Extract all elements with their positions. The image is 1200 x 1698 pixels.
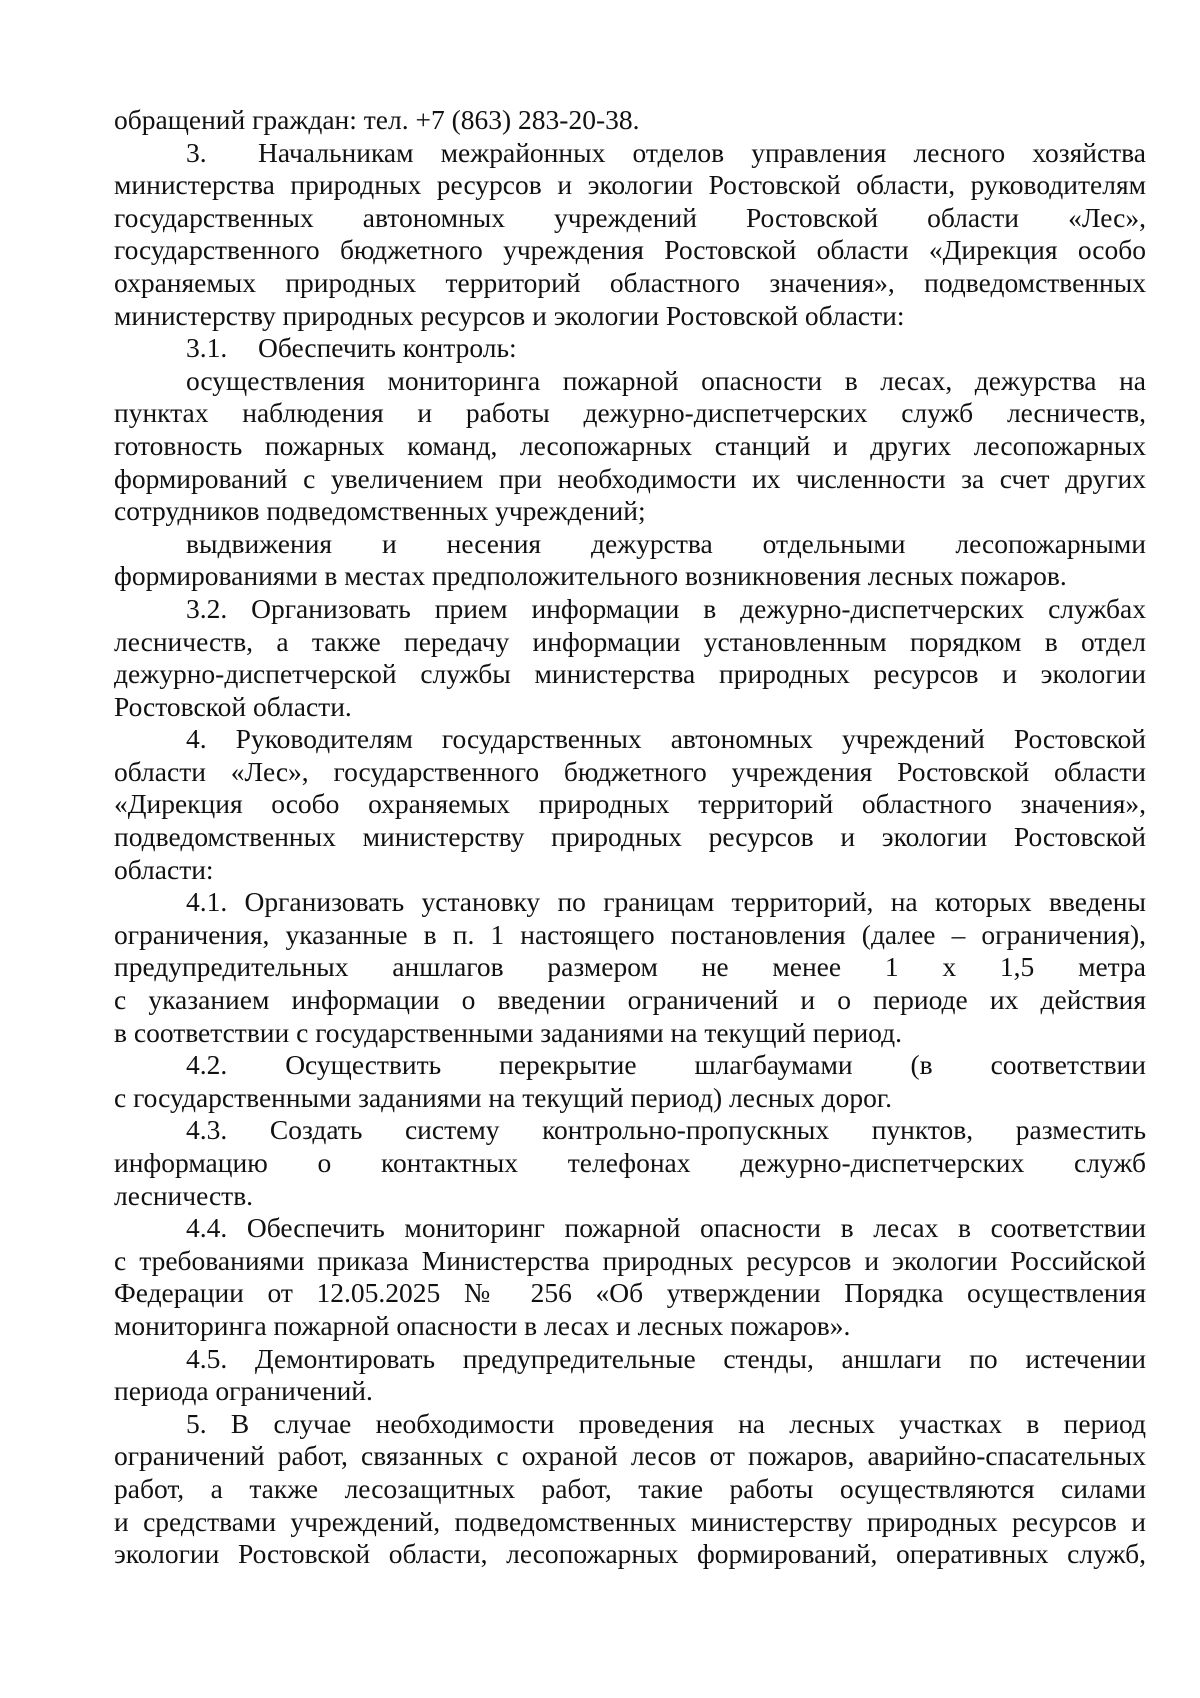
text-line: информацию о контактных телефонах дежурно-диспетчерских служб (114, 1147, 1146, 1178)
document-body (114, 104, 1146, 1571)
text-line: формирований с увеличением при необходимости их численности за счет других (114, 462, 1146, 494)
text-line: области «Лес», государственного бюджетного учреждения Ростовской области (114, 755, 1146, 787)
text-line: лесничеств, а также передачу информации установленным порядком в отдел (114, 625, 1146, 657)
paragraph-3-first-line (114, 137, 1146, 170)
text-line: мониторинга пожарной опасности в лесах и лесных пожаров». (114, 1309, 851, 1341)
text-line: сотрудников подведомственных учреждений; (114, 495, 646, 527)
text-line: лесничеств. (114, 1179, 254, 1211)
text-line: и средствами учреждений, подведомственных министерству природных ресурсов и (114, 1505, 1146, 1537)
text-line: «Дирекция особо охраняемых природных территорий областного значения», (114, 788, 1146, 820)
text-line: 4.3. Создать систему контрольно-пропускных пунктов, разместить (186, 1114, 1146, 1146)
text-line: в соответствии с государственными заданиями на текущий период. (114, 1016, 902, 1048)
item-number: 3. (186, 136, 207, 168)
text-line: ограничений работ, связанных с охраной лесов от пожаров, аварийно-спасательных (114, 1440, 1146, 1472)
text-line: ограничения, указанные в п. 1 настоящего постановления (далее – ограничения), (114, 918, 1146, 950)
text-line: 4. Руководителям государственных автономных учреждений Ростовской (186, 723, 1146, 755)
text-line: формированиями в местах предположительного возникновения лесных пожаров. (114, 560, 1067, 592)
text-line: области: (114, 853, 214, 885)
text-line: подведомственных министерству природных ресурсов и экологии Ростовской (114, 821, 1146, 853)
text-line: министерства природных ресурсов и экологии Ростовской области, руководителям (114, 169, 1146, 201)
text-line: государственных автономных учреждений Ростовской области «Лес», (114, 201, 1146, 233)
text-line: дежурно-диспетчерской службы министерства природных ресурсов и экологии (114, 658, 1146, 690)
text-line: обращений граждан: тел. +7 (863) 283-20-38. (114, 104, 640, 135)
text-line: 4.4. Обеспечить мониторинг пожарной опасности в лесах в соответствии (186, 1212, 1146, 1244)
text-line: осуществления мониторинга пожарной опасности в лесах, дежурства на (186, 364, 1146, 396)
text-line: охраняемых природных территорий областного значения», подведомственных (114, 266, 1146, 298)
text-line: министерству природных ресурсов и экологии Ростовской области: (114, 299, 905, 331)
text-line: готовность пожарных команд, лесопожарных станций и других лесопожарных (114, 429, 1146, 461)
text-line: государственного бюджетного учреждения Ростовской области «Дирекция особо (114, 234, 1146, 266)
item-number: 3.1. (186, 332, 228, 364)
text-line: предупредительных аншлагов размером не менее 1 х 1,5 метра (114, 951, 1146, 983)
text-line: Ростовской области. (114, 690, 352, 722)
text-line: экологии Ростовской области, лесопожарных формирований, оперативных служб, (114, 1538, 1146, 1570)
text-line: Начальникам межрайонных отделов управления лесного хозяйства (258, 136, 1146, 168)
text-line: с указанием информации о введении ограничений и о периоде их действия (114, 984, 1146, 1016)
text-line: 4.1. Организовать установку по границам территорий, на которых введены (186, 886, 1146, 918)
text-line: 4.2. Осуществить перекрытие шлагбаумами (в соответствии (186, 1049, 1146, 1081)
paragraph-3-1 (114, 332, 1146, 365)
text-line: 5. В случае необходимости проведения на лесных участках в период (186, 1407, 1146, 1439)
text-line: Федерации от 12.05.2025 № 256 «Об утверждении Порядка осуществления (114, 1277, 1146, 1309)
text-line: Обеспечить контроль: (258, 332, 517, 364)
text-line: периода ограничений. (114, 1375, 373, 1407)
text-line: 3.2. Организовать прием информации в дежурно-диспетчерских службах (186, 592, 1146, 624)
text-line: 4.5. Демонтировать предупредительные стенды, аншлаги по истечении (186, 1342, 1146, 1374)
text-line: работ, а также лесозащитных работ, такие работы осуществляются силами (114, 1472, 1146, 1504)
text-line: пунктах наблюдения и работы дежурно-диспетчерских служб лесничеств, (114, 397, 1146, 429)
text-line: выдвижения и несения дежурства отдельными лесопожарными (186, 527, 1146, 559)
text-line: с требованиями приказа Министерства природных ресурсов и экологии Российской (114, 1244, 1146, 1276)
text-line: с государственными заданиями на текущий период) лесных дорог. (114, 1081, 892, 1113)
